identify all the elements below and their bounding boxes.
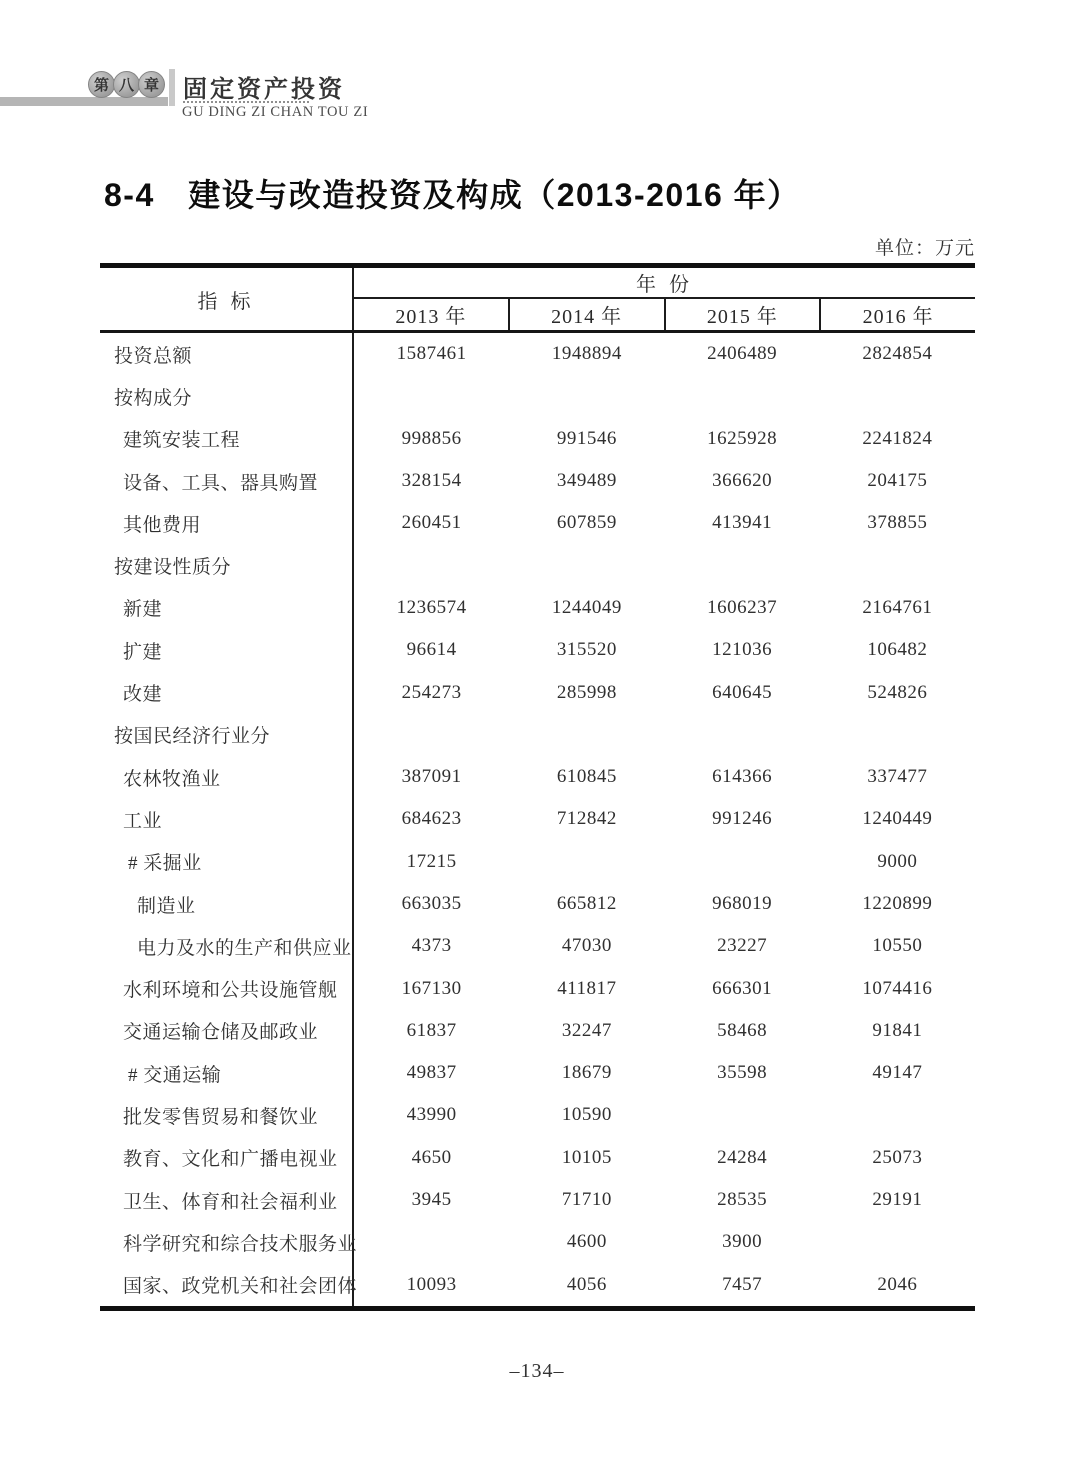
row-value: 47030 bbox=[561, 935, 612, 957]
row-value: 315520 bbox=[556, 639, 617, 661]
row-label: 投资总额 bbox=[100, 333, 354, 375]
row-value bbox=[509, 544, 664, 586]
row-label: 制造业 bbox=[100, 883, 354, 925]
row-value: 43990 bbox=[406, 1104, 457, 1126]
row-value: 1606237 bbox=[707, 596, 778, 618]
row-value bbox=[820, 375, 975, 417]
year-column-header-2016: 2016 年 bbox=[862, 306, 934, 328]
row-label: # 交通运输 bbox=[100, 1052, 354, 1094]
row-label: 水利环境和公共设施管舰 bbox=[100, 967, 354, 1009]
chapter-badge-char-2: 八 bbox=[113, 71, 140, 98]
row-value: 204175 bbox=[867, 470, 928, 492]
table-row bbox=[100, 967, 975, 1009]
row-label: 按建设性质分 bbox=[100, 544, 354, 586]
row-value: 378855 bbox=[867, 512, 928, 534]
table-row bbox=[100, 629, 975, 671]
year-group-header: 年 份 bbox=[354, 268, 975, 299]
year-column-header-2015: 2015 年 bbox=[666, 299, 822, 330]
row-value: 387091 bbox=[401, 766, 462, 788]
row-value: 998856 bbox=[401, 427, 462, 449]
row-value: 9000 bbox=[877, 850, 918, 872]
row-value bbox=[665, 544, 820, 586]
row-label: 设备、工具、器具购置 bbox=[100, 460, 354, 502]
row-value: 524826 bbox=[867, 681, 928, 703]
row-value: 10550 bbox=[872, 935, 923, 957]
row-value bbox=[820, 1094, 975, 1136]
row-label: 批发零售贸易和餐饮业 bbox=[100, 1094, 354, 1136]
year-column-header-2013: 2013 年 bbox=[354, 299, 510, 330]
row-value: 4373 bbox=[411, 935, 452, 957]
row-value: 1625928 bbox=[707, 427, 778, 449]
row-value bbox=[665, 375, 820, 417]
row-value bbox=[509, 841, 664, 883]
table-row bbox=[100, 714, 975, 756]
table-row bbox=[100, 587, 975, 629]
row-value bbox=[820, 544, 975, 586]
row-label: 扩建 bbox=[100, 629, 354, 671]
row-value: 1236574 bbox=[396, 596, 467, 618]
row-value: 167130 bbox=[401, 977, 462, 999]
table-row bbox=[100, 883, 975, 925]
row-value: 32247 bbox=[561, 1019, 612, 1041]
row-value: 610845 bbox=[556, 766, 617, 788]
chapter-ribbon-bar bbox=[0, 97, 168, 106]
row-value bbox=[354, 714, 509, 756]
row-value: 3945 bbox=[411, 1189, 452, 1211]
table-row bbox=[100, 333, 975, 375]
row-value: 712842 bbox=[556, 808, 617, 830]
row-value: 2241824 bbox=[862, 427, 933, 449]
row-value: 665812 bbox=[556, 893, 617, 914]
row-value bbox=[354, 1221, 509, 1263]
page-number: –134– bbox=[509, 1360, 565, 1382]
row-value: 991546 bbox=[556, 427, 617, 449]
row-label: # 采掘业 bbox=[100, 841, 354, 883]
row-value bbox=[665, 714, 820, 756]
row-value: 1244049 bbox=[551, 596, 622, 618]
row-value: 413941 bbox=[712, 512, 773, 534]
row-value: 991246 bbox=[712, 808, 773, 830]
row-value: 2406489 bbox=[707, 343, 778, 365]
row-label: 教育、文化和广播电视业 bbox=[100, 1137, 354, 1179]
table-row bbox=[100, 375, 975, 417]
row-value: 10093 bbox=[406, 1273, 457, 1295]
row-value: 91841 bbox=[872, 1019, 923, 1041]
row-value: 2824854 bbox=[862, 343, 933, 365]
row-value: 29191 bbox=[872, 1189, 923, 1211]
table-row bbox=[100, 1094, 975, 1136]
row-value: 17215 bbox=[406, 850, 457, 872]
row-value: 411817 bbox=[557, 977, 617, 999]
row-value: 4650 bbox=[411, 1146, 452, 1168]
table-row bbox=[100, 841, 975, 883]
row-value: 71710 bbox=[561, 1189, 612, 1211]
row-label: 国家、政党机关和社会团体 bbox=[100, 1264, 354, 1306]
row-value: 121036 bbox=[712, 639, 773, 661]
table-body bbox=[100, 333, 975, 1311]
chapter-title: 固定资产投资 bbox=[183, 76, 345, 103]
row-value bbox=[354, 375, 509, 417]
row-label: 卫生、体育和社会福利业 bbox=[100, 1179, 354, 1221]
row-value: 1220899 bbox=[862, 893, 933, 914]
row-value bbox=[665, 1094, 820, 1136]
chapter-pinyin: GU DING ZI CHAN TOU ZI bbox=[182, 104, 369, 120]
row-value: 7457 bbox=[722, 1273, 763, 1295]
table-row bbox=[100, 925, 975, 967]
unit-label: 单位：万元 bbox=[874, 238, 975, 259]
table-row bbox=[100, 1179, 975, 1221]
row-value: 25073 bbox=[872, 1146, 923, 1168]
row-value: 10105 bbox=[561, 1146, 612, 1168]
row-value: 18679 bbox=[561, 1062, 612, 1084]
row-value: 2046 bbox=[877, 1273, 918, 1295]
row-value: 10590 bbox=[561, 1104, 612, 1126]
row-value bbox=[509, 714, 664, 756]
chapter-badge-char-1: 第 bbox=[88, 71, 115, 98]
row-value: 684623 bbox=[401, 808, 462, 830]
row-label: 新建 bbox=[100, 587, 354, 629]
row-value: 3900 bbox=[722, 1231, 763, 1253]
row-value: 61837 bbox=[406, 1019, 457, 1041]
row-value: 968019 bbox=[712, 893, 773, 914]
row-value: 106482 bbox=[867, 639, 928, 661]
table-row bbox=[100, 1010, 975, 1052]
row-value: 1948894 bbox=[551, 343, 622, 365]
row-value: 1240449 bbox=[862, 808, 933, 830]
table-row bbox=[100, 460, 975, 502]
row-label: 按国民经济行业分 bbox=[100, 714, 354, 756]
row-value: 24284 bbox=[717, 1146, 768, 1168]
chapter-badge bbox=[88, 71, 163, 98]
row-value: 4600 bbox=[566, 1231, 607, 1253]
row-value: 640645 bbox=[712, 681, 773, 703]
table-row bbox=[100, 502, 975, 544]
row-label: 科学研究和综合技术服务业 bbox=[100, 1221, 354, 1263]
table-row bbox=[100, 1052, 975, 1094]
chapter-dotted-rule bbox=[183, 101, 309, 103]
chapter-badge-char-3: 章 bbox=[138, 71, 165, 98]
row-value: 1587461 bbox=[396, 343, 467, 365]
row-label: 工业 bbox=[100, 798, 354, 840]
row-value: 49837 bbox=[406, 1062, 457, 1084]
table-row bbox=[100, 544, 975, 586]
row-value: 96614 bbox=[406, 639, 457, 661]
row-value: 614366 bbox=[712, 766, 773, 788]
table-row bbox=[100, 418, 975, 460]
row-value: 607859 bbox=[556, 512, 617, 534]
row-value: 337477 bbox=[867, 766, 928, 788]
row-label: 改建 bbox=[100, 671, 354, 713]
row-value: 35598 bbox=[717, 1062, 768, 1084]
table-row bbox=[100, 798, 975, 840]
row-label: 农林牧渔业 bbox=[100, 756, 354, 798]
row-label: 电力及水的生产和供应业 bbox=[100, 925, 354, 967]
row-label: 按构成分 bbox=[100, 375, 354, 417]
row-value bbox=[509, 375, 664, 417]
chapter-divider-bar bbox=[169, 69, 175, 106]
row-value: 666301 bbox=[712, 977, 773, 999]
table-row bbox=[100, 1221, 975, 1263]
year-columns-row bbox=[354, 299, 975, 330]
row-value: 349489 bbox=[556, 470, 617, 492]
row-label: 交通运输仓储及邮政业 bbox=[100, 1010, 354, 1052]
table-row bbox=[100, 756, 975, 798]
row-value: 663035 bbox=[401, 893, 462, 914]
indicator-column-header: 指 标 bbox=[100, 268, 354, 330]
row-value: 254273 bbox=[401, 681, 462, 703]
row-value: 2164761 bbox=[862, 596, 933, 618]
row-value: 58468 bbox=[717, 1019, 768, 1041]
row-value: 366620 bbox=[712, 470, 773, 492]
section-title: 8-4 建设与改造投资及构成（2013-2016 年） bbox=[104, 177, 801, 213]
row-value bbox=[665, 841, 820, 883]
row-value bbox=[354, 544, 509, 586]
year-header-group bbox=[354, 268, 975, 330]
row-value bbox=[820, 714, 975, 756]
row-value bbox=[820, 1221, 975, 1263]
row-value: 285998 bbox=[556, 681, 617, 703]
table-row bbox=[100, 671, 975, 713]
row-value: 328154 bbox=[401, 470, 462, 492]
row-label: 其他费用 bbox=[100, 502, 354, 544]
table-row bbox=[100, 1264, 975, 1306]
investment-table bbox=[100, 263, 975, 1311]
row-value: 49147 bbox=[872, 1062, 923, 1084]
year-column-header-2014: 2014 年 bbox=[510, 299, 666, 330]
row-value: 260451 bbox=[401, 512, 462, 534]
row-value: 23227 bbox=[717, 935, 768, 957]
row-label: 建筑安装工程 bbox=[100, 418, 354, 460]
row-value: 4056 bbox=[566, 1273, 607, 1295]
row-value: 1074416 bbox=[862, 977, 933, 999]
table-header bbox=[100, 263, 975, 333]
table-row bbox=[100, 1137, 975, 1179]
row-value: 28535 bbox=[717, 1189, 768, 1211]
